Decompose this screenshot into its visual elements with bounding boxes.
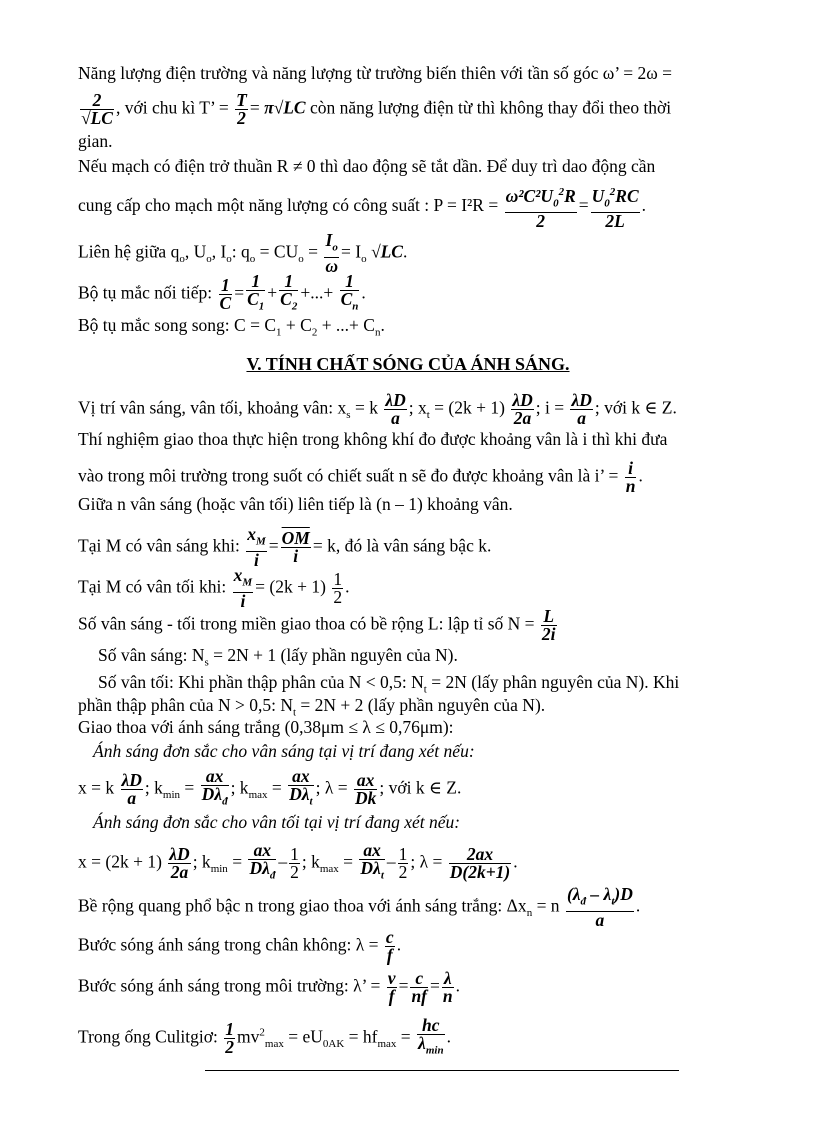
line-24: Bề rộng quang phổ bậc n trong giao thoa với ánh sáng trắng: $\Delta x_n = n$ $\frac{(\lambda_đ - \lambda_t)D}{a}$ . xyxy=(78,884,641,930)
line-12: Giữa n vân sáng (hoặc vân tối) liên tiếp là (n – 1) khoảng vân. xyxy=(78,494,513,514)
line-6: Liên hệ giữa $q_o$, $U_o$, $I_o$: $q_o = CU_o$ = $\frac{I_o}{\omega}$ = $I_o$ √LC. xyxy=(78,230,408,276)
line-21: x = k $\frac{\lambda D}{a}$ ; $k_{min}$ = ax $D\lambda_đ$ ; $k_{max}$ = ax $D\lambda_t$ ; λ = $\frac{ax}{Dk}$ ; với k ∈ Z. xyxy=(78,766,462,808)
line-22: Ánh sáng đơn sắc cho vân tối tại vị trí đang xét nếu: xyxy=(93,812,461,832)
line-16: Số vân sáng: $N_s = 2N + 1$ (lấy phần nguyên của N). xyxy=(98,645,458,669)
line-1: Năng lượng điện trường và năng lượng từ trường biến thiên với tần số góc ω’ = 2ω = xyxy=(78,63,672,83)
line-23: x = (2k + 1) $\frac{\lambda D}{2a}$ ; $k_{min}$ = ax $D\lambda_đ$ – $\frac{1}{2}$ ; $k_{max}$ = ax $D\lambda_t$ – $\frac{1}{2}$ ; λ = $\frac{2ax}{D(2k+1)}$ . xyxy=(78,840,518,882)
line-5: cung cấp cho mạch một năng lượng có công suất : P = I²R = $\frac{\omega^2C^2U_0^2R}{2}$ = $\frac{U_0^2RC}{2L}$ . xyxy=(78,185,646,232)
line-20: Ánh sáng đơn sắc cho vân sáng tại vị trí đang xét nếu: xyxy=(93,741,475,761)
line-11: vào trong môi trường trong suốt có chiết suất n sẽ đo được khoảng vân là i’ = $\frac{i}{n}$ . xyxy=(78,458,643,496)
line-3: gian. xyxy=(78,131,113,151)
line-2: $\frac{2}{√LC}$ , với chu kì T’ = $\frac{T}{2}$ = π√LC còn năng lượng điện từ thì không thay đổi theo thời xyxy=(81,90,672,128)
line-17: Số vân tối: Khi phần thập phân của N < 0,5: $N_t = 2N$ (lấy phân nguyên của N). Khi xyxy=(98,672,680,696)
section-title: V. TÍNH CHẤT SÓNG CỦA ÁNH SÁNG. xyxy=(246,354,570,374)
line-9: Vị trí vân sáng, vân tối, khoảng vân: $x_s = k$ $\frac{\lambda D}{a}$ ; $x_t = (2k + 1)$ $\frac{\lambda D}{2a}$ ; i = $\frac{\lambda D}{a}$ ; với k ∈ Z. xyxy=(78,390,677,428)
line-7: Bộ tụ mắc nối tiếp: $\frac{1}{C}$ = $\frac{1}{C_1}$ + $\frac{1}{C_2}$ +...+ $\frac{1}{C_n}$ . xyxy=(78,271,366,313)
line-26: Bước sóng ánh sáng trong môi trường: λ’ = $\frac{v}{f}$ = $\frac{c}{nf}$ = $\frac{\lambda}{n}$ . xyxy=(78,968,460,1006)
footer-rule xyxy=(205,1070,679,1071)
line-19: Giao thoa với ánh sáng trắng (0,38μm ≤ λ ≤ 0,76μm): xyxy=(78,717,454,737)
line-13: Tại M có vân sáng khi: $\frac{x_M}{i}$ = $\frac{\overline{OM}}{i}$ = k, đó là vân sáng bậc k. xyxy=(78,524,492,570)
line-14: Tại M có vân tối khi: $\frac{x_M}{i}$ = (2k + 1) $\frac{1}{2}$ . xyxy=(78,565,350,611)
line-8: Bộ tụ mắc song song: $C = C_1 + C_2$ + ...+ $C_n$. xyxy=(78,315,385,339)
line-15: Số vân sáng - tối trong miền giao thoa có bề rộng L: lập tỉ số N = $\frac{L}{2i}$ xyxy=(78,606,556,644)
line-18: phần thập phân của N > 0,5: $N_t = 2N + 2$ (lấy phần nguyên của N). xyxy=(78,695,546,719)
line-25: Bước sóng ánh sáng trong chân không: λ = $\frac{c}{f}$ . xyxy=(78,927,402,965)
line-4: Nếu mạch có điện trở thuần R ≠ 0 thì dao động sẽ tắt dần. Để duy trì dao động cần xyxy=(78,156,656,176)
line-27: Trong ống Culitgiơ: $\frac{1}{2}$ $mv^2_{max} = eU_{0AK} = hf_{max}$ = hc $\lambda_{min}$ . xyxy=(78,1015,451,1057)
line-10: Thí nghiệm giao thoa thực hiện trong không khí đo được khoảng vân là i thì khi đưa xyxy=(78,429,668,449)
